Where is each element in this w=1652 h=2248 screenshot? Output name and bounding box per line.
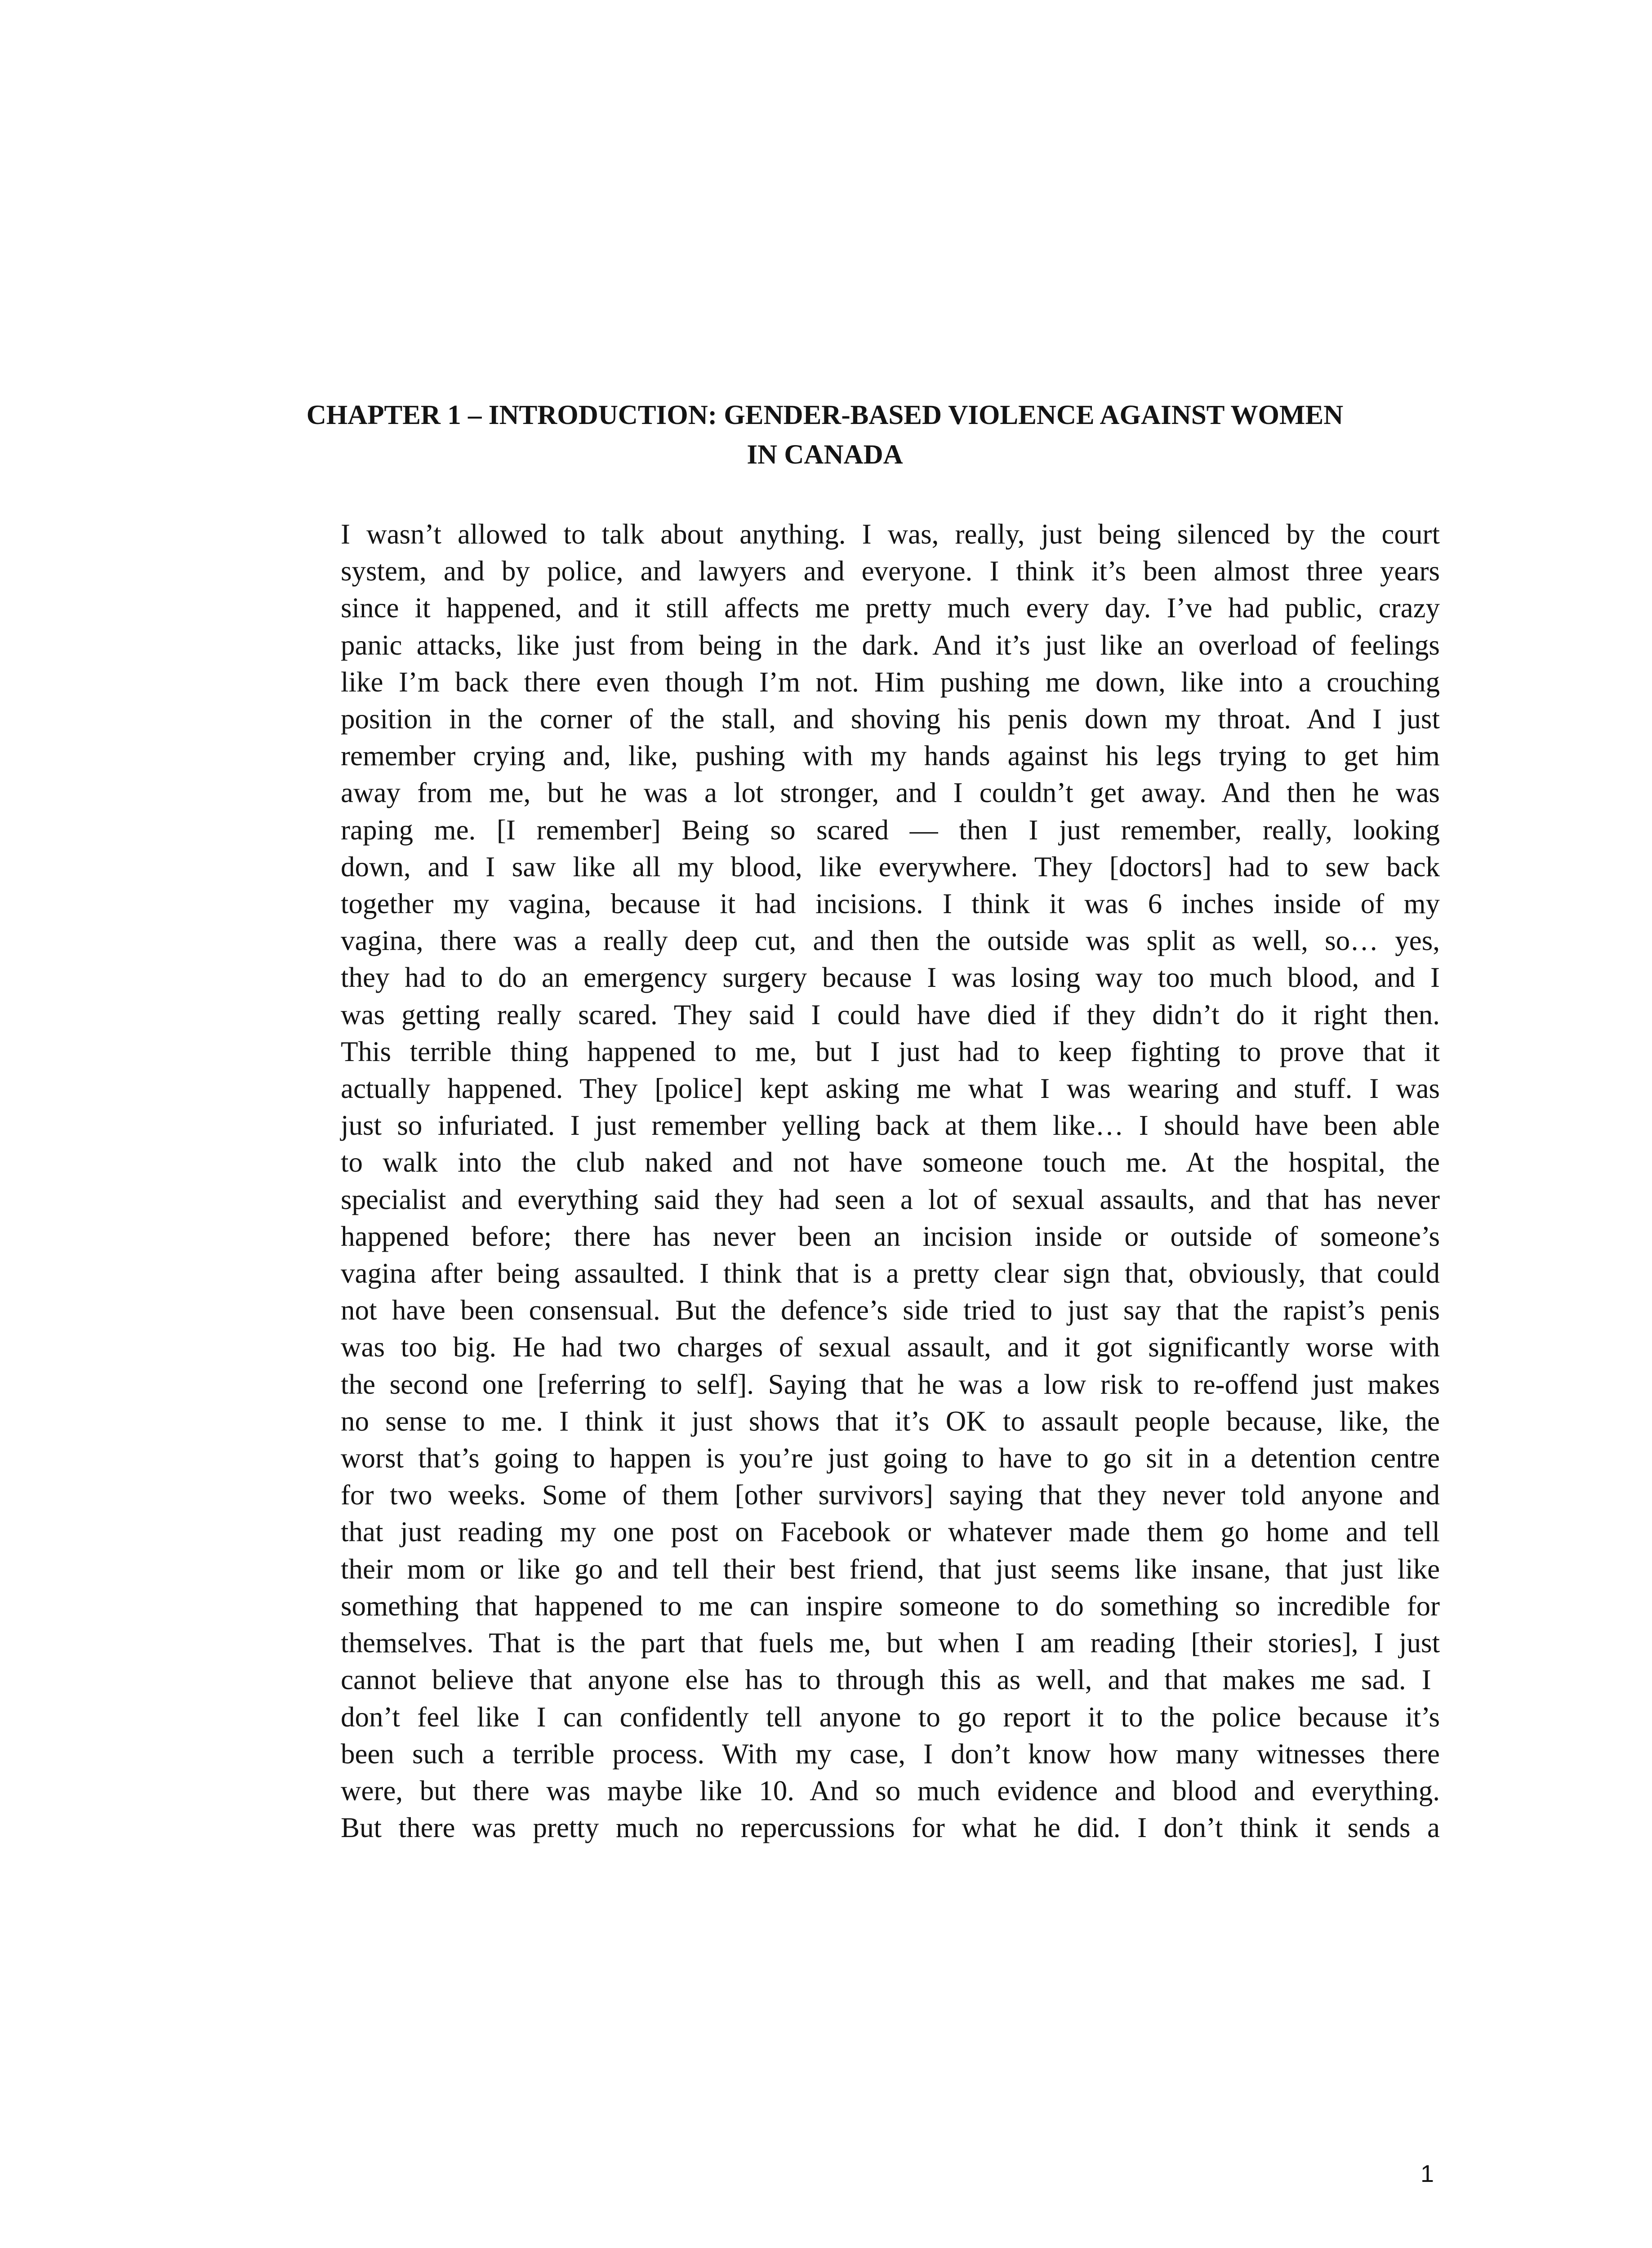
quote-line: themselves. That is the part that fuels me, but when I am reading [their stories], I just: [341, 1627, 1440, 1659]
quote-line: position in the corner of the stall, and shoving his penis down my throat. And I just: [341, 703, 1440, 735]
quote-line: something that happened to me can inspire someone to do something so incredible for: [341, 1590, 1440, 1622]
quote-line: system, and by police, and lawyers and everyone. I think it’s been almost three years: [341, 555, 1440, 587]
quote-line: was too big. He had two charges of sexual assault, and it got significantly worse with: [341, 1331, 1440, 1363]
quote-line: together my vagina, because it had incisions. I think it was 6 inches inside of my: [341, 888, 1440, 920]
chapter-title-line-2: IN CANADA: [747, 440, 903, 470]
quote-line: don’t feel like I can confidently tell anyone to go report it to the police because it’s: [341, 1701, 1440, 1733]
quote-line: actually happened. They [police] kept asking me what I was wearing and stuff. I was: [341, 1073, 1440, 1105]
quote-line: been such a terrible process. With my case, I don’t know how many witnesses there: [341, 1738, 1440, 1770]
quote-line: not have been consensual. But the defence’s side tried to just say that the rapist’s penis: [341, 1294, 1440, 1326]
quote-line: specialist and everything said they had seen a lot of sexual assaults, and that has never: [341, 1183, 1440, 1215]
quote-line: But there was pretty much no repercussions for what he did. I don’t think it sends a: [341, 1812, 1440, 1844]
page-number: 1: [1420, 2160, 1434, 2187]
quote-line: This terrible thing happened to me, but I just had to keep fighting to prove that it: [341, 1035, 1440, 1067]
quote-line: remember crying and, like, pushing with my hands against his legs trying to get him: [341, 740, 1440, 772]
quote-line: they had to do an emergency surgery because I was losing way too much blood, and I: [341, 962, 1440, 994]
quote-line: away from me, but he was a lot stronger, and I couldn’t get away. And then he was: [341, 777, 1440, 809]
quote-line: no sense to me. I think it just shows that it’s OK to assault people because, like, the: [341, 1405, 1440, 1437]
quote-line: happened before; there has never been an incision inside or outside of someone’s: [341, 1220, 1440, 1252]
chapter-title: [211, 396, 1438, 475]
chapter-title-line-1: CHAPTER 1 – INTRODUCTION: GENDER-BASED VIOLENCE AGAINST WOMEN: [306, 400, 1344, 430]
quote-line: worst that’s going to happen is you’re just going to have to go sit in a detention centre: [341, 1442, 1440, 1474]
quote-line: for two weeks. Some of them [other survivors] saying that they never told anyone and: [341, 1479, 1440, 1511]
quote-line: their mom or like go and tell their best friend, that just seems like insane, that just like: [341, 1553, 1440, 1585]
quote-line: the second one [referring to self]. Saying that he was a low risk to re-offend just makes: [341, 1368, 1440, 1400]
quote-line: was getting really scared. They said I could have died if they didn’t do it right then.: [341, 999, 1440, 1030]
quote-line: to walk into the club naked and not have someone touch me. At the hospital, the: [341, 1146, 1440, 1178]
quote-line: like I’m back there even though I’m not. Him pushing me down, like into a crouching: [341, 666, 1440, 698]
quote-line: that just reading my one post on Facebook or whatever made them go home and tell: [341, 1516, 1440, 1548]
quote-line: panic attacks, like just from being in the dark. And it’s just like an overload of feelings: [341, 629, 1440, 661]
quote-line: vagina, there was a really deep cut, and then the outside was split as well, so… yes,: [341, 925, 1440, 957]
quote-line: cannot believe that anyone else has to through this as well, and that makes me sad. I: [341, 1664, 1431, 1696]
quote-line: raping me. [I remember] Being so scared — then I just remember, really, looking: [341, 814, 1440, 846]
survivor-quote-block: [341, 516, 1440, 1846]
quote-line: down, and I saw like all my blood, like everywhere. They [doctors] had to sew back: [341, 851, 1440, 883]
quote-line: since it happened, and it still affects me pretty much every day. I’ve had public, crazy: [341, 592, 1440, 624]
quote-line: just so infuriated. I just remember yelling back at them like… I should have been able: [341, 1110, 1440, 1142]
quote-line: were, but there was maybe like 10. And so much evidence and blood and everything.: [341, 1775, 1440, 1806]
quote-line: I wasn’t allowed to talk about anything. I was, really, just being silenced by the court: [341, 518, 1440, 550]
quote-line: vagina after being assaulted. I think that is a pretty clear sign that, obviously, that could: [341, 1258, 1440, 1289]
